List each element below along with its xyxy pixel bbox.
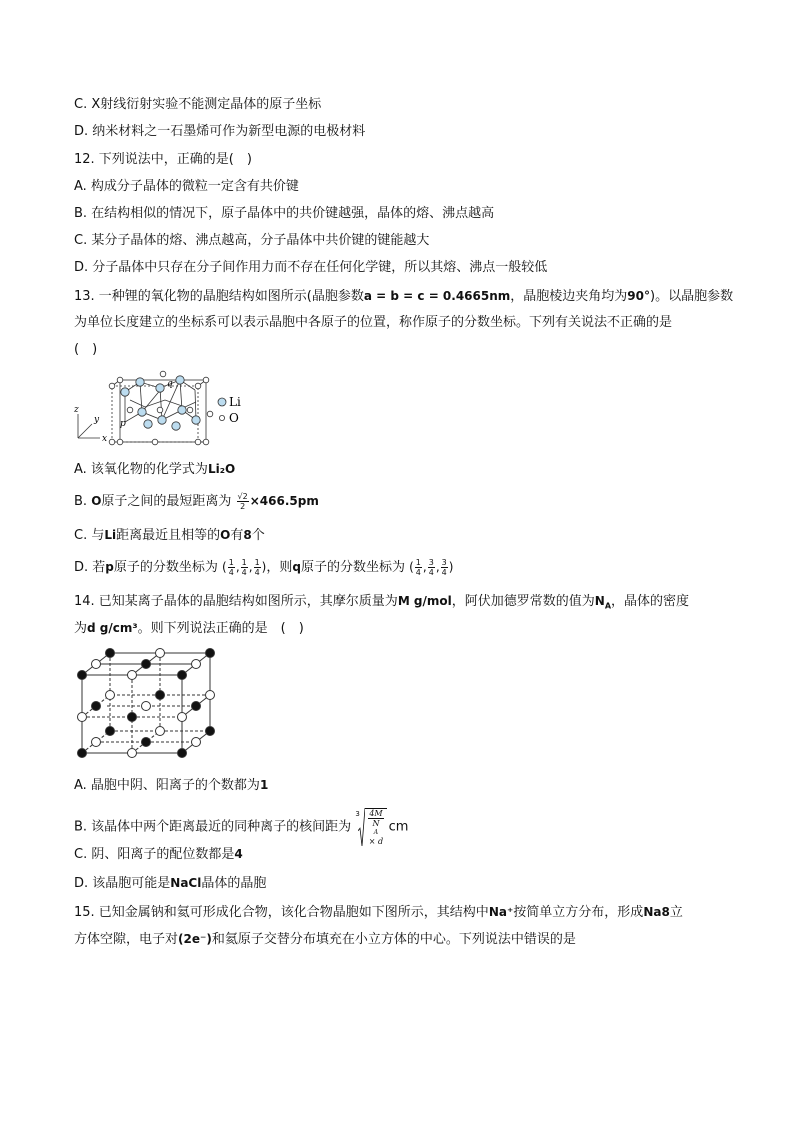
coord-p: ( $\frac{1}{4}$ , $\frac{1}{4}$ , $\frac{1}{4}$ ) xyxy=(222,558,267,577)
axis-x-label: x xyxy=(102,434,108,444)
q15-stem-line2: 方体空隙，电子对(2e⁻)和氦原子交替分布填充在小立方体的中心。下列说法中错误的是 xyxy=(74,932,576,947)
q13-option-a: A. 该氧化物的化学式为Li₂O xyxy=(74,462,236,477)
bond-chain-middle xyxy=(130,400,196,407)
q14-option-a: A. 晶胞中阴、阳离子的个数都为1 xyxy=(74,778,269,793)
q12-option-d: D. 分子晶体中只存在分子间作用力而不存在任何化学键，所以其熔、沸点一般较低 xyxy=(74,260,548,275)
q13-stem-line1: 13. 一种锂的氧化物的晶胞结构如图所示(晶胞参数a = b = c = 0.4665nm，晶胞棱边夹角均为90°)。以晶胞参数 xyxy=(74,289,734,304)
q12-stem: 12. 下列说法中，正确的是( ) xyxy=(74,152,252,167)
legend-o-swatch xyxy=(219,415,224,420)
q14-option-b: B. 该晶体中两个距离最近的同种离子的核间距为 3 4M N A × d cm xyxy=(74,809,409,846)
axis-y-label: y xyxy=(94,415,100,425)
q13-crystal-figure xyxy=(70,362,250,446)
lithium-atoms xyxy=(121,376,200,430)
q11-option-d: D. 纳米材料之一石墨烯可作为新型电源的电极材料 xyxy=(74,124,366,139)
q13-option-b: B. O原子之间的最短距离为 $\frac{√2}{2}$ ×466.5pm xyxy=(74,492,319,511)
q15-stem-line1: 15. 已知金属钠和氦可形成化合物，该化合物晶胞如下图所示，其结构中Na⁺按简单立方分布，形成Na8立 xyxy=(74,905,683,920)
q14-stem-line1: 14. 已知某离子晶体的晶胞结构如图所示，其摩尔质量为M g/mol，阿伏加德罗常数的值为$N_A$，晶体的密度 xyxy=(74,594,690,611)
q13-stem-line3: ( ) xyxy=(74,342,98,357)
cube-root-expression: 3 4M N A × d xyxy=(355,808,386,846)
q14-option-d: D. 该晶胞可能是NaCl晶体的晶胞 xyxy=(74,876,267,891)
label-p: p xyxy=(120,419,126,429)
legend-o-label: O xyxy=(229,411,239,425)
q14-crystal-figure xyxy=(72,645,217,761)
q11-option-c: C. X射线衍射实验不能测定晶体的原子坐标 xyxy=(74,97,322,112)
legend-li-swatch xyxy=(218,398,226,406)
q13-option-c: C. 与Li距离最近且相等的O有8个 xyxy=(74,528,265,543)
q12-option-b: B. 在结构相似的情况下，原子晶体中的共价键越强，晶体的熔、沸点越高 xyxy=(74,206,495,221)
legend-li-label: Li xyxy=(229,395,241,409)
q13-option-d: D. 若p原子的分数坐标为 ( $\frac{1}{4}$ , $\frac{1}{4}$ , $\frac{1}{4}$ )，则q原子的分数坐标为 ( $\frac{1}{4}$ , $\frac{3}{4}$ , $\frac{3}{4}$ ) xyxy=(74,558,454,577)
q12-option-a: A. 构成分子晶体的微粒一定含有共价键 xyxy=(74,179,299,194)
q13-stem-line2: 为单位长度建立的坐标系可以表示晶胞中各原子的位置，称作原子的分数坐标。下列有关说法不正确的是 xyxy=(74,315,673,330)
label-q: q xyxy=(167,379,173,389)
q14-option-c: C. 阴、阳离子的配位数都是4 xyxy=(74,847,243,862)
q12-option-c: C. 某分子晶体的熔、沸点越高，分子晶体中共价键的键能越大 xyxy=(74,233,430,248)
axis-z-label: z xyxy=(74,405,79,415)
coord-q: ( $\frac{1}{4}$ , $\frac{3}{4}$ , $\frac{3}{4}$ ) xyxy=(409,558,454,577)
q14-stem-line2: 为d g/cm³。则下列说法正确的是 ( ) xyxy=(74,621,304,636)
frac-sqrt2-over-2: $\frac{√2}{2}$ xyxy=(237,492,248,511)
